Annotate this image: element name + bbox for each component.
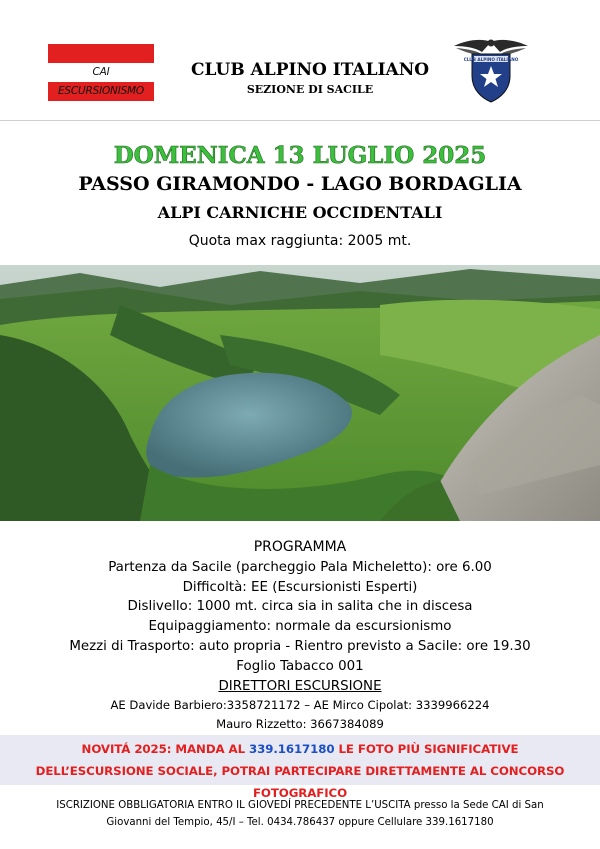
directors-line-1: AE Davide Barbiero:3358721172 – AE Mirco Cipolat: 3339966224 bbox=[110, 698, 490, 713]
program-departure: Partenza da Sacile (parcheggio Pala Micheletto): ore 6.00 bbox=[108, 559, 492, 575]
novita-line-1 bbox=[0, 738, 600, 760]
program-title: PROGRAMMA bbox=[253, 539, 347, 555]
program-equipment: Equipaggiamento: normale da escursionismo bbox=[148, 619, 452, 635]
directors-line-2: Mauro Rizzetto: 3667384089 bbox=[216, 717, 384, 732]
program-transport: Mezzi di Trasporto: auto propria - Rientro previsto a Sacile: ore 19.30 bbox=[69, 638, 531, 654]
club-name: CLUB ALPINO ITALIANO bbox=[190, 60, 430, 80]
program-map: Foglio Tabacco 001 bbox=[236, 658, 364, 674]
badge-label: CAI ESCURSIONISMO bbox=[58, 66, 144, 97]
emblem-label: CLUB ALPINO ITALIANO bbox=[463, 57, 519, 62]
program-elevation: Dislivello: 1000 mt. circa sia in salita che in discesa bbox=[127, 599, 473, 615]
novita-suffix: LE FOTO PIÙ SIGNIFICATIVE bbox=[334, 742, 519, 756]
program-difficulty: Difficoltà: EE (Escursionisti Esperti) bbox=[182, 579, 418, 595]
novita-send: MANDA AL bbox=[171, 742, 250, 756]
novita-phone[interactable]: 339.1617180 bbox=[249, 742, 335, 756]
altitude-info: Quota max raggiunta: 2005 mt. bbox=[188, 233, 412, 249]
cai-escursionismo-badge bbox=[48, 44, 154, 101]
novita-line-2: DELL’ESCURSIONE SOCIALE, POTRAI PARTECIPARE DIRETTAMENTE AL CONCORSO FOTOGRAFICO bbox=[35, 764, 565, 800]
lake-photo bbox=[0, 265, 600, 521]
section-name: SEZIONE DI SACILE bbox=[246, 83, 374, 96]
novita-banner bbox=[0, 735, 600, 800]
header bbox=[0, 0, 600, 121]
program-section bbox=[0, 538, 600, 734]
footer-line-2: Giovanni del Tempio, 45/I – Tel. 0434.786437 oppure Cellulare 339.1617180 bbox=[106, 817, 494, 828]
footer bbox=[30, 797, 570, 831]
directors-title: DIRETTORI ESCURSIONE bbox=[218, 678, 382, 694]
event-area: ALPI CARNICHE OCCIDENTALI bbox=[157, 203, 443, 222]
event-route: PASSO GIRAMONDO - LAGO BORDAGLIA bbox=[78, 173, 522, 195]
cai-emblem-icon bbox=[452, 36, 530, 104]
footer-line-1: ISCRIZIONE OBBLIGATORIA ENTRO IL GIOVEDÍ PRECEDENTE L’USCITA presso la Sede CAI di San bbox=[56, 800, 544, 811]
event-date: DOMENICA 13 LUGLIO 2025 bbox=[113, 142, 487, 169]
novita-prefix: NOVITÁ 2025: bbox=[81, 742, 172, 756]
